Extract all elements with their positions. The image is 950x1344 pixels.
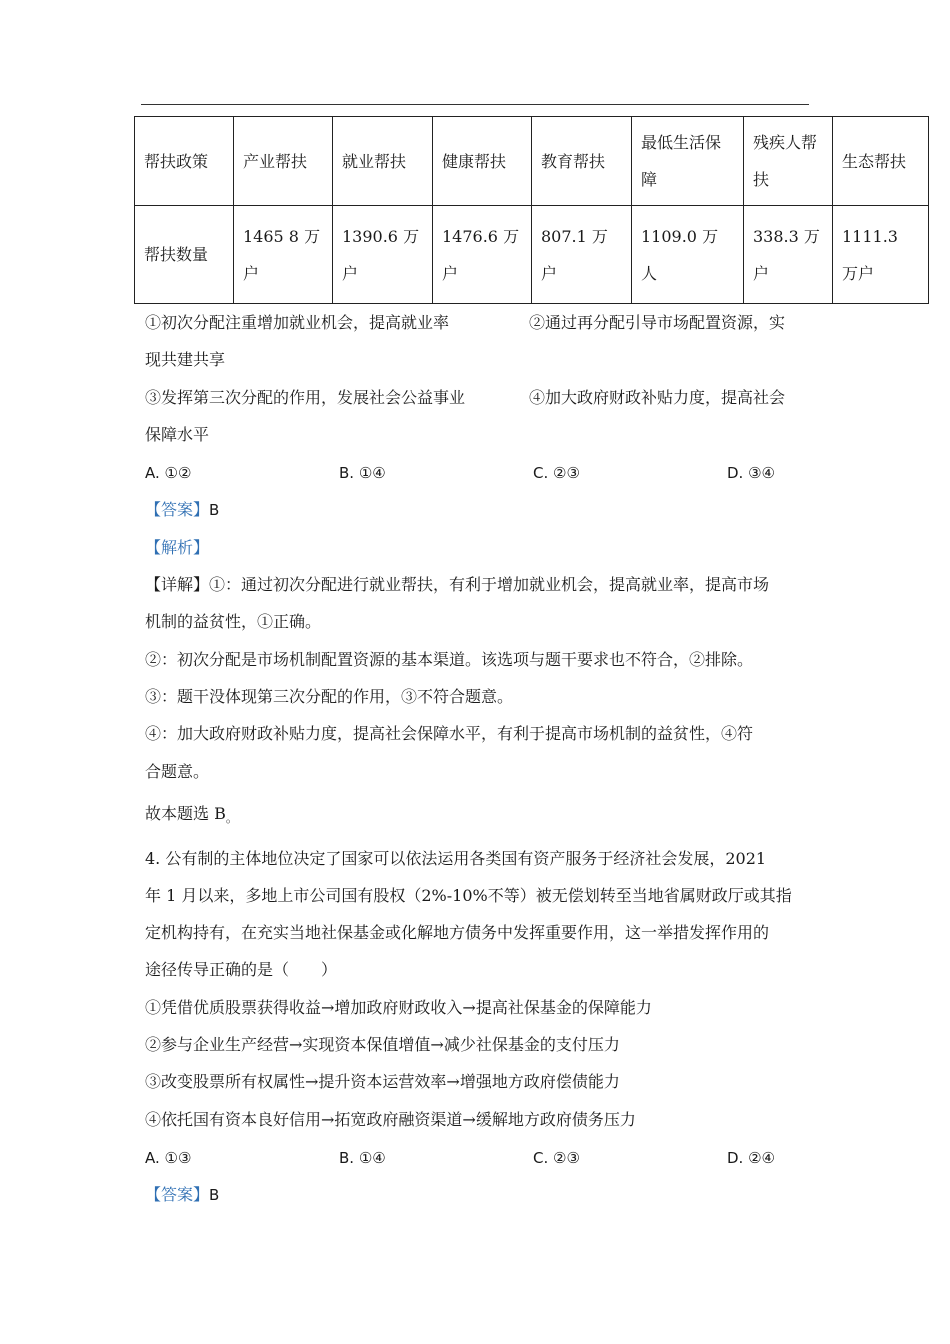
detail-text: ①：通过初次分配进行就业帮扶，有利于增加就业机会，提高就业率，提高市场 xyxy=(209,575,770,594)
table-cell: 1465 8 万户 xyxy=(234,206,333,304)
statement-3: ③发挥第三次分配的作用，发展社会公益事业 xyxy=(145,388,466,407)
detail-line-6: 合题意。 xyxy=(145,762,210,781)
table-cell: 产业帮扶 xyxy=(234,117,333,206)
q4-statement-1: ①凭借优质股票获得收益→增加政府财政收入→提高社保基金的保障能力 xyxy=(145,998,652,1017)
poverty-aid-table xyxy=(134,116,929,304)
table-cell: 健康帮扶 xyxy=(433,117,532,206)
q4-answer-line xyxy=(145,1185,219,1205)
table-row xyxy=(135,206,929,304)
conclusion-text: 故本题选 B xyxy=(145,804,226,823)
option-a: A. ①② xyxy=(145,464,192,482)
option-c: C. ②③ xyxy=(533,464,580,482)
table-cell: 338.3 万户 xyxy=(744,206,833,304)
option-d: D. ③④ xyxy=(727,464,775,482)
detail-line-4: ③：题干没体现第三次分配的作用，③不符合题意。 xyxy=(145,687,514,706)
conclusion-line xyxy=(145,804,238,828)
q4-stem-3: 定机构持有，在充实当地社保基金或化解地方债务中发挥重要作用，这一举措发挥作用的 xyxy=(145,923,770,942)
detail-line-5: ④：加大政府财政补贴力度，提高社会保障水平，有利于提高市场机制的益贫性，④符 xyxy=(145,724,754,743)
table-cell: 教育帮扶 xyxy=(532,117,632,206)
table-cell: 帮扶数量 xyxy=(135,206,234,304)
detail-line-1 xyxy=(145,575,769,595)
table-cell: 807.1 万户 xyxy=(532,206,632,304)
table-cell: 1390.6 万户 xyxy=(333,206,433,304)
table-header-row xyxy=(135,117,929,206)
q4-answer-value: B xyxy=(209,1186,220,1204)
q4-answer-tag: 【答案】 xyxy=(145,1185,210,1204)
table-cell: 帮扶政策 xyxy=(135,117,234,206)
q4-option-a: A. ①③ xyxy=(145,1149,192,1167)
q4-option-c: C. ②③ xyxy=(533,1149,580,1167)
q4-stem-1: 4. 公有制的主体地位决定了国家可以依法运用各类国有资产服务于经济社会发展，2021 xyxy=(145,849,767,868)
q4-option-b: B. ①④ xyxy=(339,1149,386,1167)
option-b: B. ①④ xyxy=(339,464,386,482)
answer-line xyxy=(145,500,219,520)
table-cell: 生态帮扶 xyxy=(833,117,929,206)
table-cell: 残疾人帮扶 xyxy=(744,117,833,206)
conclusion-mark: 。 xyxy=(225,811,238,825)
analysis-tag: 【解析】 xyxy=(145,538,210,557)
q4-statement-4: ④依托国有资本良好信用→拓宽政府融资渠道→缓解地方政府债务压力 xyxy=(145,1110,636,1129)
answer-value: B xyxy=(209,501,220,519)
q4-statement-2: ②参与企业生产经营→实现资本保值增值→减少社保基金的支付压力 xyxy=(145,1035,620,1054)
statement-2-cont: 现共建共享 xyxy=(145,350,226,369)
table-cell: 1109.0 万人 xyxy=(632,206,744,304)
answer-tag: 【答案】 xyxy=(145,500,210,519)
q4-stem-2: 年 1 月以来，多地上市公司国有股权（2%-10%不等）被无偿划转至当地省属财政厅或其指 xyxy=(145,886,792,905)
statement-1: ①初次分配注重增加就业机会，提高就业率 xyxy=(145,313,450,332)
q4-statement-3: ③改变股票所有权属性→提升资本运营效率→增强地方政府偿债能力 xyxy=(145,1072,620,1091)
table-cell: 1111.3 万户 xyxy=(833,206,929,304)
table-cell: 最低生活保障 xyxy=(632,117,744,206)
header-rule xyxy=(141,104,809,105)
detail-tag: 【详解】 xyxy=(145,575,210,594)
detail-line-2: 机制的益贫性，①正确。 xyxy=(145,612,322,631)
q4-option-d: D. ②④ xyxy=(727,1149,775,1167)
detail-line-3: ②：初次分配是市场机制配置资源的基本渠道。该选项与题干要求也不符合，②排除。 xyxy=(145,650,754,669)
q4-stem-4: 途径传导正确的是（ ） xyxy=(145,960,338,979)
statement-4-cont: 保障水平 xyxy=(145,425,210,444)
table-cell: 1476.6 万户 xyxy=(433,206,532,304)
statement-2: ②通过再分配引导市场配置资源，实 xyxy=(529,313,786,332)
statement-4: ④加大政府财政补贴力度，提高社会 xyxy=(529,388,786,407)
table-cell: 就业帮扶 xyxy=(333,117,433,206)
